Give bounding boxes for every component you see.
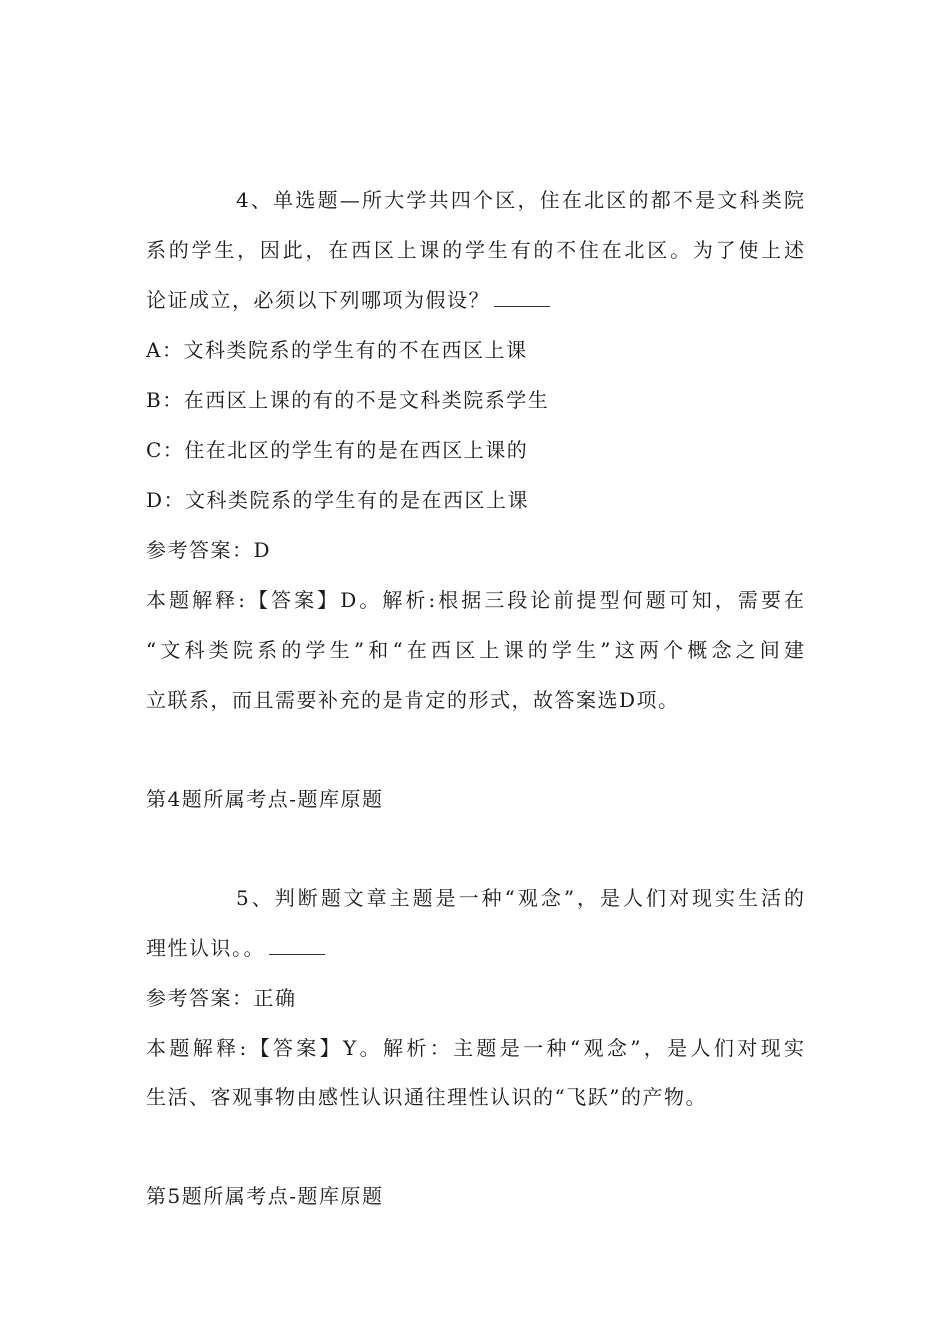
- q4-source: 第4题所属考点-题库原题: [146, 787, 384, 811]
- q4-option-c: C：住在北区的学生有的是在西区上课的: [146, 438, 529, 462]
- q5-source: 第5题所属考点-题库原题: [146, 1184, 384, 1208]
- q5-explanation-line-2: 生活、客观事物由感性认识通往理性认识的“飞跃”的产物。: [146, 1085, 707, 1109]
- q4-explanation-line-3: 立联系，而且需要补充的是肯定的形式，故答案选D项。: [146, 688, 680, 712]
- document-page: [146, 0, 806, 1344]
- answer-blank: [494, 286, 550, 307]
- q4-stem-line-1: 4、单选题—所大学共四个区，住在北区的都不是文科类院: [236, 188, 804, 212]
- q5-stem-line-2: [146, 934, 325, 962]
- q4-option-b: B：在西区上课的有的不是文科类院系学生: [146, 388, 550, 412]
- q4-explanation-line-2: “文科类院系的学生”和“在西区上课的学生”这两个概念之间建: [146, 638, 804, 662]
- q5-stem-text: 理性认识。。: [146, 936, 265, 960]
- q5-answer: 参考答案：正确: [146, 986, 297, 1010]
- q4-answer: 参考答案：D: [146, 538, 272, 562]
- q5-stem-line-1: 5、判断题文章主题是一种“观念”，是人们对现实生活的: [236, 886, 804, 910]
- q4-explanation-line-1: 本题解释:【答案】D。解析:根据三段论前提型何题可知，需要在: [146, 588, 804, 612]
- q4-stem-line-2: 系的学生，因此，在西区上课的学生有的不住在北区。为了使上述: [146, 238, 804, 262]
- q4-stem-text: 论证成立，必须以下列哪项为假设？: [146, 288, 490, 312]
- q4-option-a: A：文科类院系的学生有的不在西区上课: [146, 338, 528, 362]
- q5-explanation-line-1: 本题解释:【答案】Y。解析：主题是一种“观念”，是人们对现实: [146, 1036, 804, 1060]
- q4-option-d: D：文科类院系的学生有的是在西区上课: [146, 488, 530, 512]
- answer-blank: [269, 934, 325, 955]
- q4-stem-line-3: [146, 286, 550, 314]
